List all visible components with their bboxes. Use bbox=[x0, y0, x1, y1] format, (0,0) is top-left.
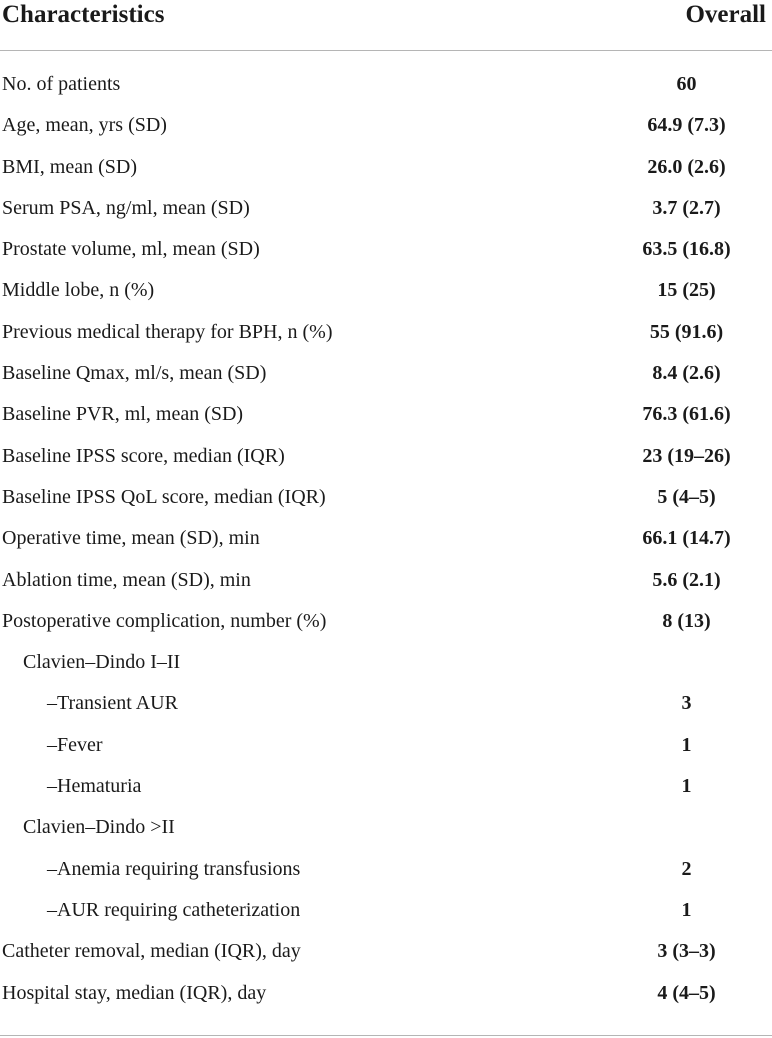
table-row bbox=[0, 603, 772, 644]
row-value: 1 bbox=[681, 733, 692, 756]
row-label: BMI, mean (SD) bbox=[2, 155, 137, 178]
row-value: 3 bbox=[681, 692, 692, 715]
row-label: Prostate volume, ml, mean (SD) bbox=[2, 238, 260, 261]
row-value: 1 bbox=[681, 898, 692, 921]
row-label: Previous medical therapy for BPH, n (%) bbox=[2, 320, 333, 343]
table-row bbox=[0, 851, 772, 892]
row-value: 5 (4–5) bbox=[657, 485, 716, 508]
table-body bbox=[0, 66, 772, 1016]
table-row bbox=[0, 727, 772, 768]
row-label: –Fever bbox=[47, 733, 103, 756]
row-label: Baseline PVR, ml, mean (SD) bbox=[2, 403, 244, 426]
row-label: No. of patients bbox=[2, 73, 121, 95]
row-value: 8.4 (2.6) bbox=[652, 362, 721, 385]
row-value: 64.9 (7.3) bbox=[647, 114, 726, 137]
row-label: Clavien–Dindo >II bbox=[23, 816, 175, 839]
row-label: Age, mean, yrs (SD) bbox=[2, 114, 167, 137]
header-characteristics: Characteristics bbox=[2, 1, 165, 28]
row-value: 2 bbox=[681, 857, 692, 880]
row-label: Serum PSA, ng/ml, mean (SD) bbox=[2, 196, 250, 219]
row-label: Baseline Qmax, ml/s, mean (SD) bbox=[2, 362, 267, 385]
row-value: 3 (3–3) bbox=[657, 940, 716, 963]
table-row bbox=[0, 520, 772, 561]
bottom-rule bbox=[0, 1035, 772, 1036]
header-overall: Overall bbox=[685, 1, 766, 28]
row-value: 15 (25) bbox=[657, 279, 716, 302]
row-label: Baseline IPSS score, median (IQR) bbox=[2, 444, 285, 467]
row-label: Hospital stay, median (IQR), day bbox=[2, 981, 267, 1004]
row-label: Postoperative complication, number (%) bbox=[2, 609, 327, 632]
row-label: –Transient AUR bbox=[47, 692, 178, 715]
row-label: Operative time, mean (SD), min bbox=[2, 527, 260, 550]
table-row bbox=[0, 190, 772, 231]
row-value: 8 (13) bbox=[662, 609, 711, 632]
table-row bbox=[0, 314, 772, 355]
table-row bbox=[0, 768, 772, 809]
row-value: 66.1 (14.7) bbox=[642, 527, 731, 550]
table-row bbox=[0, 396, 772, 437]
row-label: –AUR requiring catheterization bbox=[47, 898, 301, 921]
table-row bbox=[0, 479, 772, 520]
table-row bbox=[0, 933, 772, 974]
table-row bbox=[0, 66, 772, 107]
table-row bbox=[0, 685, 772, 726]
row-value: 26.0 (2.6) bbox=[647, 155, 726, 178]
row-value: 4 (4–5) bbox=[657, 981, 716, 1004]
row-value: 1 bbox=[681, 775, 692, 798]
row-label: Catheter removal, median (IQR), day bbox=[2, 940, 301, 963]
table-row bbox=[0, 644, 772, 685]
row-value: 76.3 (61.6) bbox=[642, 403, 731, 426]
table-row bbox=[0, 272, 772, 313]
row-value: 23 (19–26) bbox=[642, 444, 731, 467]
row-value: 55 (91.6) bbox=[649, 320, 724, 343]
table-row bbox=[0, 149, 772, 190]
table-row bbox=[0, 892, 772, 933]
row-value: 60 bbox=[676, 73, 697, 95]
table-row bbox=[0, 809, 772, 850]
row-label: Ablation time, mean (SD), min bbox=[2, 568, 251, 591]
row-label: –Hematuria bbox=[47, 775, 142, 798]
table-row bbox=[0, 231, 772, 272]
table-row bbox=[0, 107, 772, 148]
row-label: –Anemia requiring transfusions bbox=[47, 857, 301, 880]
table-header bbox=[0, 0, 772, 51]
row-label: Baseline IPSS QoL score, median (IQR) bbox=[2, 485, 326, 508]
table-row bbox=[0, 355, 772, 396]
row-label: Clavien–Dindo I–II bbox=[23, 651, 181, 674]
table-row bbox=[0, 562, 772, 603]
row-label: Middle lobe, n (%) bbox=[2, 279, 155, 302]
row-value: 63.5 (16.8) bbox=[642, 238, 731, 261]
table-row bbox=[0, 975, 772, 1016]
row-value: 5.6 (2.1) bbox=[652, 568, 721, 591]
row-value: 3.7 (2.7) bbox=[652, 196, 721, 219]
table-row bbox=[0, 438, 772, 479]
